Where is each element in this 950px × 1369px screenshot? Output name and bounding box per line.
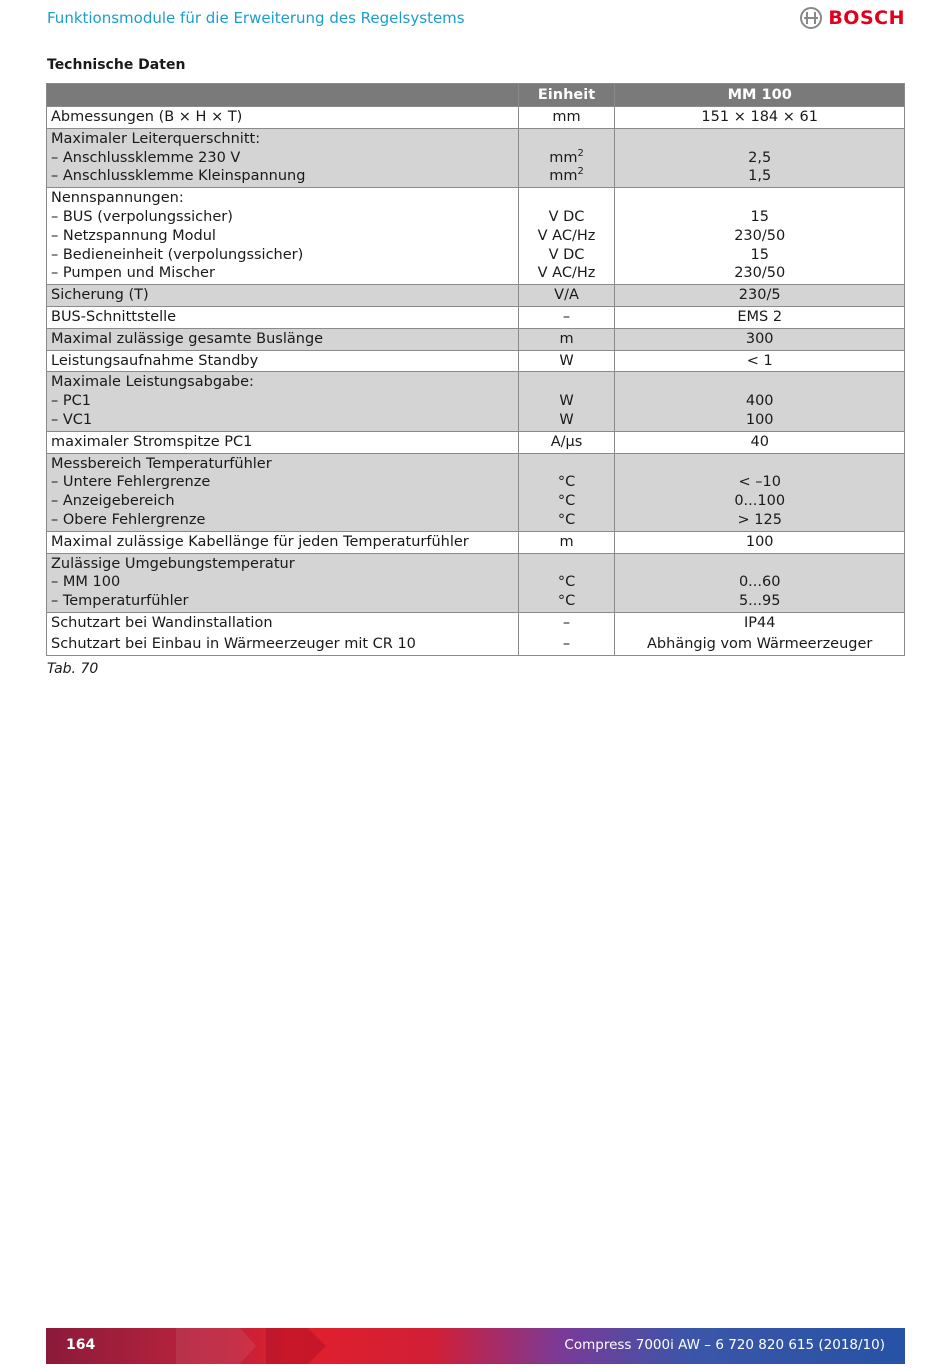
row-unit-line — [523, 455, 611, 474]
row-value — [615, 453, 905, 531]
row-unit-line: A/μs — [550, 433, 583, 450]
section-title: Technische Daten — [47, 57, 186, 73]
row-unit — [518, 350, 615, 372]
row-value — [615, 634, 905, 655]
row-value-line: 300 — [745, 330, 774, 347]
column-header-unit: Einheit — [518, 84, 615, 107]
row-label-line: maximaler Stromspitze PC1 — [51, 433, 253, 450]
row-unit-line: m — [559, 533, 574, 550]
row-label-line: Abmessungen (B × H × T) — [51, 109, 243, 125]
table-row — [47, 328, 905, 350]
table-row — [47, 453, 905, 531]
table-row — [47, 128, 905, 187]
row-unit-line — [523, 130, 611, 149]
row-value-line: 100 — [745, 411, 774, 428]
row-unit-line: m — [559, 330, 574, 347]
row-unit-line: V AC/Hz — [537, 265, 596, 282]
row-value-line: 1,5 — [748, 168, 772, 185]
row-unit-line — [523, 189, 611, 208]
row-unit-line: $mm^2$ — [549, 147, 584, 166]
row-unit-line: V DC — [548, 208, 585, 225]
table-caption: Tab. 70 — [47, 661, 99, 677]
row-value — [615, 531, 905, 553]
row-label — [47, 285, 519, 307]
row-label-line: – VC1 — [51, 411, 93, 428]
table-row — [47, 285, 905, 307]
row-value — [615, 285, 905, 307]
row-label-line: – MM 100 — [51, 574, 121, 591]
row-label — [47, 453, 519, 531]
row-label-line: Zulässige Umgebungstemperatur — [51, 555, 295, 572]
row-unit-line: W — [559, 393, 574, 410]
row-unit-line: °C — [557, 511, 576, 528]
row-unit-line: V/A — [554, 287, 579, 304]
row-unit-line: W — [559, 411, 574, 428]
page-footer — [46, 1328, 905, 1364]
row-value-line: 230/50 — [734, 265, 786, 282]
row-value-line: 0...100 — [734, 493, 786, 510]
row-unit-line: – — [562, 614, 571, 631]
page-header-title: Funktionsmodule für die Erweiterung des Regelsystems — [47, 9, 465, 27]
row-label — [47, 634, 519, 655]
technical-data-table — [46, 83, 905, 656]
row-value-line: EMS 2 — [737, 308, 783, 325]
row-value-line: 2,5 — [748, 149, 772, 166]
row-label — [47, 328, 519, 350]
row-value-line: 230/5 — [738, 287, 781, 304]
row-unit-line: °C — [557, 574, 576, 591]
row-label — [47, 372, 519, 431]
row-label — [47, 531, 519, 553]
table-row — [47, 350, 905, 372]
page-number: 164 — [66, 1337, 96, 1353]
footer-document-info: Compress 7000i AW – 6 720 820 615 (2018/10) — [564, 1337, 885, 1353]
row-label — [47, 553, 519, 612]
row-unit — [518, 188, 615, 285]
row-value-line: 0...60 — [738, 574, 781, 591]
row-unit — [518, 306, 615, 328]
row-label-line: Maximaler Leiterquerschnitt: — [51, 130, 261, 147]
row-unit-line: °C — [557, 593, 576, 610]
row-value-line — [619, 555, 900, 574]
row-unit-line: W — [559, 352, 574, 369]
row-unit-line — [523, 555, 611, 574]
row-value — [615, 128, 905, 187]
row-value — [615, 188, 905, 285]
bosch-armature-icon — [800, 7, 822, 29]
row-label-line: Sicherung (T) — [51, 287, 149, 304]
column-header-label — [47, 84, 519, 107]
row-label-line: – Temperaturfühler — [51, 593, 189, 610]
row-unit-line: °C — [557, 474, 576, 491]
row-label — [47, 128, 519, 187]
row-label — [47, 188, 519, 285]
row-value — [615, 328, 905, 350]
row-value-line — [619, 455, 900, 474]
row-value-line: < –10 — [738, 474, 781, 491]
row-unit-line: $mm^2$ — [549, 166, 584, 185]
table-row — [47, 107, 905, 129]
row-value — [615, 372, 905, 431]
row-unit-line: – — [562, 308, 571, 325]
row-label-line: Nennspannungen: — [51, 190, 184, 207]
row-unit — [518, 531, 615, 553]
row-unit-line: °C — [557, 493, 576, 510]
bosch-logo — [800, 7, 905, 29]
row-label-line: Maximal zulässige Kabellänge für jeden Temperaturfühler — [51, 533, 469, 550]
row-label-line: Schutzart bei Einbau in Wärmeerzeuger mit CR 10 — [51, 635, 416, 652]
row-unit-line: mm — [552, 109, 581, 125]
table-row — [47, 306, 905, 328]
row-value-line — [619, 130, 900, 149]
row-value — [615, 350, 905, 372]
row-label-line: BUS-Schnittstelle — [51, 308, 177, 325]
column-header-value: MM 100 — [615, 84, 905, 107]
row-unit — [518, 372, 615, 431]
table-row — [47, 553, 905, 612]
row-value-line: Abhängig vom Wärmeerzeuger — [647, 635, 873, 652]
row-value-line: < 1 — [746, 352, 773, 369]
row-value-line: IP44 — [743, 614, 776, 631]
row-label-line: – Anzeigebereich — [51, 493, 175, 510]
row-label — [47, 107, 519, 129]
row-unit — [518, 431, 615, 453]
row-value — [615, 107, 905, 129]
row-value-line: 151 × 184 × 61 — [701, 109, 818, 125]
row-label — [47, 306, 519, 328]
row-label-line: Maximal zulässige gesamte Buslänge — [51, 330, 324, 347]
row-unit-line: – — [562, 635, 571, 652]
row-value-line: 40 — [750, 433, 769, 450]
row-value — [615, 612, 905, 633]
table-header-row — [47, 84, 905, 107]
table-row — [47, 612, 905, 633]
row-label-line: – Anschlussklemme 230 V — [51, 149, 241, 166]
row-unit — [518, 453, 615, 531]
row-value-line — [619, 373, 900, 392]
row-label-line: Schutzart bei Wandinstallation — [51, 614, 273, 631]
row-label-line: – Anschlussklemme Kleinspannung — [51, 168, 306, 185]
row-unit-line — [523, 373, 611, 392]
row-value-line: 100 — [745, 533, 774, 550]
row-label-line: Leistungsaufnahme Standby — [51, 352, 259, 369]
row-unit-line: V AC/Hz — [537, 227, 596, 244]
row-label-line: – Obere Fehlergrenze — [51, 511, 206, 528]
row-label-line: Maximale Leistungsabgabe: — [51, 374, 254, 391]
row-unit — [518, 612, 615, 633]
row-unit — [518, 285, 615, 307]
table-row — [47, 431, 905, 453]
table-row — [47, 372, 905, 431]
row-label-line: Messbereich Temperaturfühler — [51, 455, 272, 472]
row-label-line: – Pumpen und Mischer — [51, 265, 215, 282]
table-row — [47, 531, 905, 553]
row-label — [47, 612, 519, 633]
row-value-line: 400 — [745, 393, 774, 410]
row-value-line: 5...95 — [738, 593, 781, 610]
row-value — [615, 431, 905, 453]
row-unit — [518, 107, 615, 129]
row-unit — [518, 553, 615, 612]
table-row — [47, 634, 905, 655]
table-row — [47, 188, 905, 285]
row-label — [47, 431, 519, 453]
row-unit-line: V DC — [548, 246, 585, 263]
row-label-line: – BUS (verpolungssicher) — [51, 208, 233, 225]
row-label-line: – Bedieneinheit (verpolungssicher) — [51, 246, 304, 263]
row-label-line: – Untere Fehlergrenze — [51, 474, 211, 491]
row-value — [615, 306, 905, 328]
row-label — [47, 350, 519, 372]
row-value — [615, 553, 905, 612]
row-value-line: 15 — [750, 246, 769, 263]
row-value-line: 230/50 — [734, 227, 786, 244]
logo-text: BOSCH — [828, 7, 905, 29]
row-label-line: – Netzspannung Modul — [51, 227, 216, 244]
row-unit — [518, 128, 615, 187]
row-unit — [518, 634, 615, 655]
row-unit — [518, 328, 615, 350]
row-value-line: 15 — [750, 208, 769, 225]
row-value-line: > 125 — [737, 511, 782, 528]
footer-decoration — [176, 1328, 256, 1364]
row-value-line — [619, 189, 900, 208]
footer-decoration — [266, 1328, 326, 1364]
row-label-line: – PC1 — [51, 393, 91, 410]
